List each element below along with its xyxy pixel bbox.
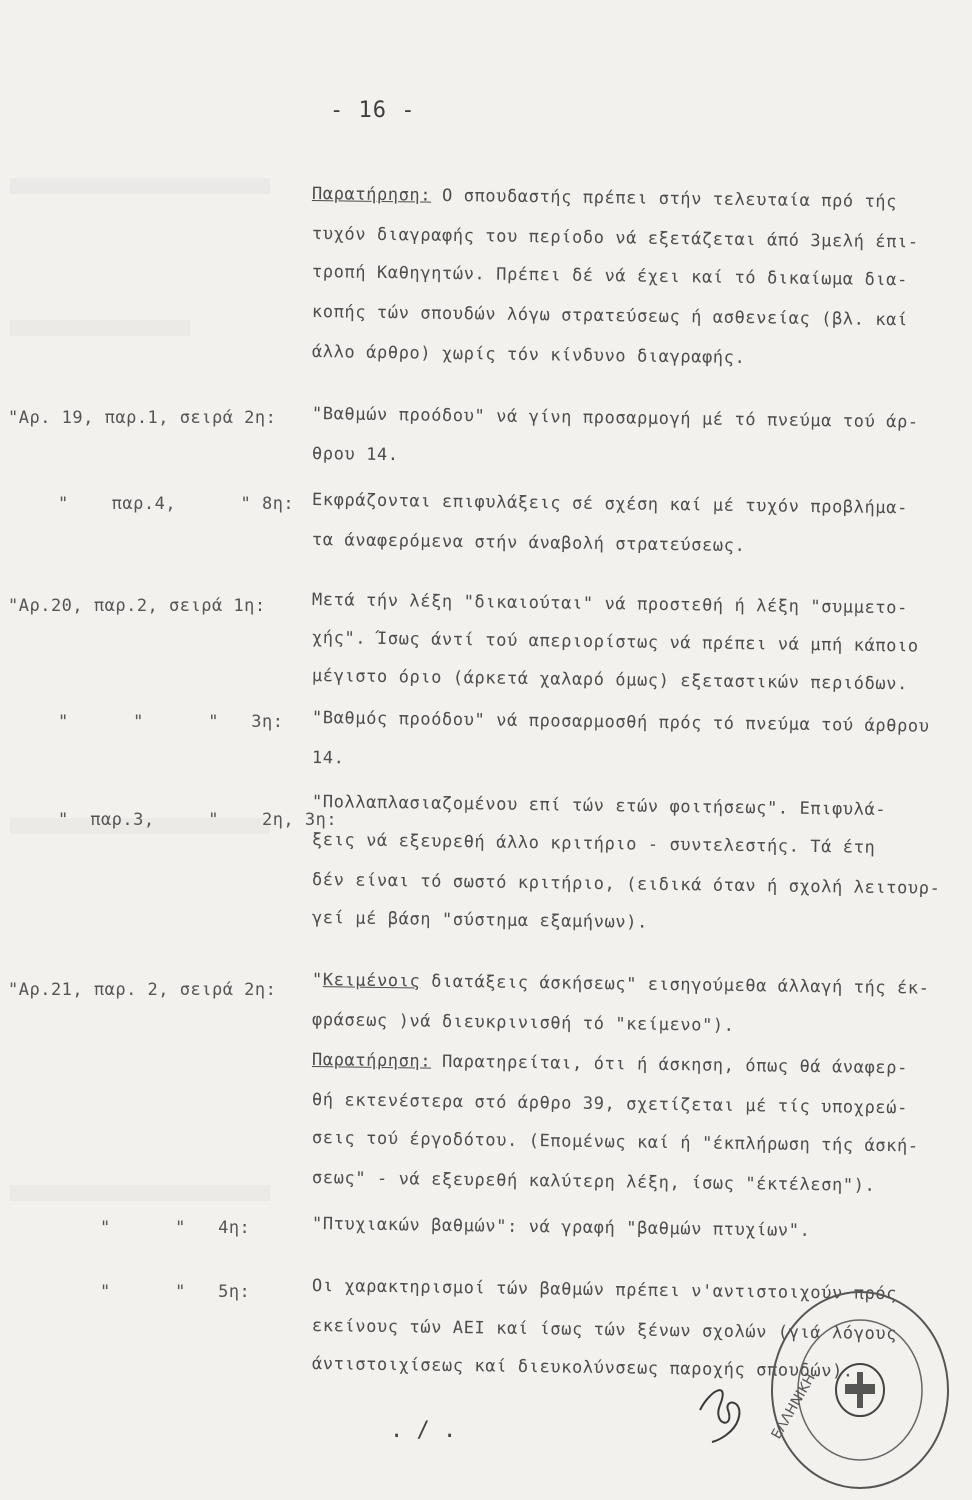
- text-line: άντιστοιχίσεως καί διευκολύνσεως παροχής σπουδών).: [311, 1354, 854, 1382]
- margin-reference: " παρ.4, " 8η:: [58, 494, 295, 514]
- underlined-label: Παρατήρηση:: [311, 184, 432, 206]
- text-line: ξεις νά εξευρεθή άλλο κριτήριο - συντελεστής. Τά έτη: [311, 830, 876, 858]
- text-line: θή εκτενέστερα στό άρθρο 39, σχετίζεται μέ τίς υποχρεώ-: [311, 1090, 909, 1119]
- margin-reference: "Αρ. 19, παρ.1, σειρά 2η:: [8, 408, 277, 428]
- text-line: σεις τού έργοδότου. (Επομένως καί ή "έκπλήρωση τής άσκή-: [311, 1128, 919, 1157]
- text-line: "Πτυχιακών βαθμών": νά γραφή "βαθμών πτυχίων".: [311, 1214, 811, 1241]
- margin-reference: " " " 3η:: [58, 712, 284, 732]
- margin-reference: "Αρ.21, παρ. 2, σειρά 2η:: [8, 980, 277, 1000]
- text-line: δέν είναι τό σωστό κριτήριο, (ειδικά όταν ή σχολή λειτουρ-: [311, 870, 941, 899]
- text-line: "Βαθμών προόδου" νά γίνη προσαρμογή μέ τό πνεύμα τού άρ-: [311, 404, 919, 433]
- text-line: Παρατήρηση: Ο σπουδαστής πρέπει στήν τελευταία πρό τής: [311, 184, 898, 213]
- text-line: άλλο άρθρο) χωρίς τόν κίνδυνο διαγραφής.: [311, 342, 746, 369]
- text-line: χής". Ίσως άντί τού απεριορίστως νά πρέπει νά μπή κάποιο: [311, 628, 919, 657]
- text-line: γεί μέ βάση "σύστημα εξαμήνων).: [311, 908, 648, 933]
- svg-text:ΕΛΛΗΝΙΚΗ: ΕΛΛΗΝΙΚΗ: [768, 1370, 819, 1442]
- text-line: Παρατήρηση: Παρατηρείται, ότι ή άσκηση, όπως θά άναφερ-: [311, 1050, 909, 1079]
- continuation-mark: . / .: [390, 1418, 457, 1443]
- text-line: Μετά τήν λέξη "δικαιούται" νά προστεθή ή λέξη "συμμετο-: [311, 590, 909, 619]
- text-line: εκείνους τών ΑΕΙ καί ίσως τών ξένων σχολών (γιά λόγους: [311, 1316, 898, 1345]
- margin-reference: " παρ.3, " 2η, 3η:: [58, 810, 338, 830]
- text-line: κοπής τών σπουδών λόγω στρατεύσεως ή ασθενείας (βλ. καί: [311, 302, 909, 331]
- text-line: θρου 14.: [311, 444, 399, 466]
- text-line: "Βαθμός προόδου" νά προσαρμοσθή πρός τό πνεύμα τού άρθρου: [311, 708, 930, 737]
- margin-reference: " " 5η:: [100, 1282, 251, 1302]
- official-seal: [765, 1280, 955, 1490]
- bleed-through: [10, 320, 190, 336]
- text-line: "Κειμένοις διατάξεις άσκήσεως" εισηγούμεθα άλλαγή τής έκ-: [311, 970, 930, 999]
- text-line: μέγιστο όριο (άρκετά χαλαρό όμως) εξεταστικών περιόδων.: [311, 666, 909, 695]
- text-line: τροπή Καθηγητών. Πρέπει δέ νά έχει καί τό δικαίωμα δια-: [311, 262, 909, 291]
- text-line: τα άναφερόμενα στήν άναβολή στρατεύσεως.: [311, 530, 746, 557]
- bleed-through: [10, 178, 270, 194]
- text-line: Εκφράζονται επιφυλάξεις σέ σχέση καί μέ τυχόν προβλήμα-: [311, 490, 909, 519]
- text-line: Οι χαρακτηρισμοί τών βαθμών πρέπει ν'αντιστοιχούν πρός: [311, 1276, 898, 1305]
- signature: [690, 1370, 770, 1450]
- text-line: φράσεως )νά διευκρινισθή τό "κείμενο").: [311, 1010, 735, 1036]
- margin-reference: "Αρ.20, παρ.2, σειρά 1η:: [8, 596, 266, 616]
- underlined-label: Παρατήρηση:: [311, 1050, 432, 1072]
- text-line: σεως" - νά εξευρεθή καλύτερη λέξη, ίσως "έκτέλεση").: [311, 1168, 876, 1196]
- underlined-word: Κειμένοις: [322, 970, 421, 992]
- text-line: "Πολλαπλασιαζομένου επί τών ετών φοιτήσεως". Επιφυλά-: [311, 792, 887, 821]
- text-line: τυχόν διαγραφής του περίοδο νά εξετάζεται άπό 3μελή έπι-: [311, 224, 919, 253]
- bleed-through: [10, 1185, 270, 1201]
- margin-reference: " " 4η:: [100, 1218, 251, 1238]
- text-line: 14.: [311, 748, 345, 769]
- page-number: - 16 -: [330, 98, 416, 123]
